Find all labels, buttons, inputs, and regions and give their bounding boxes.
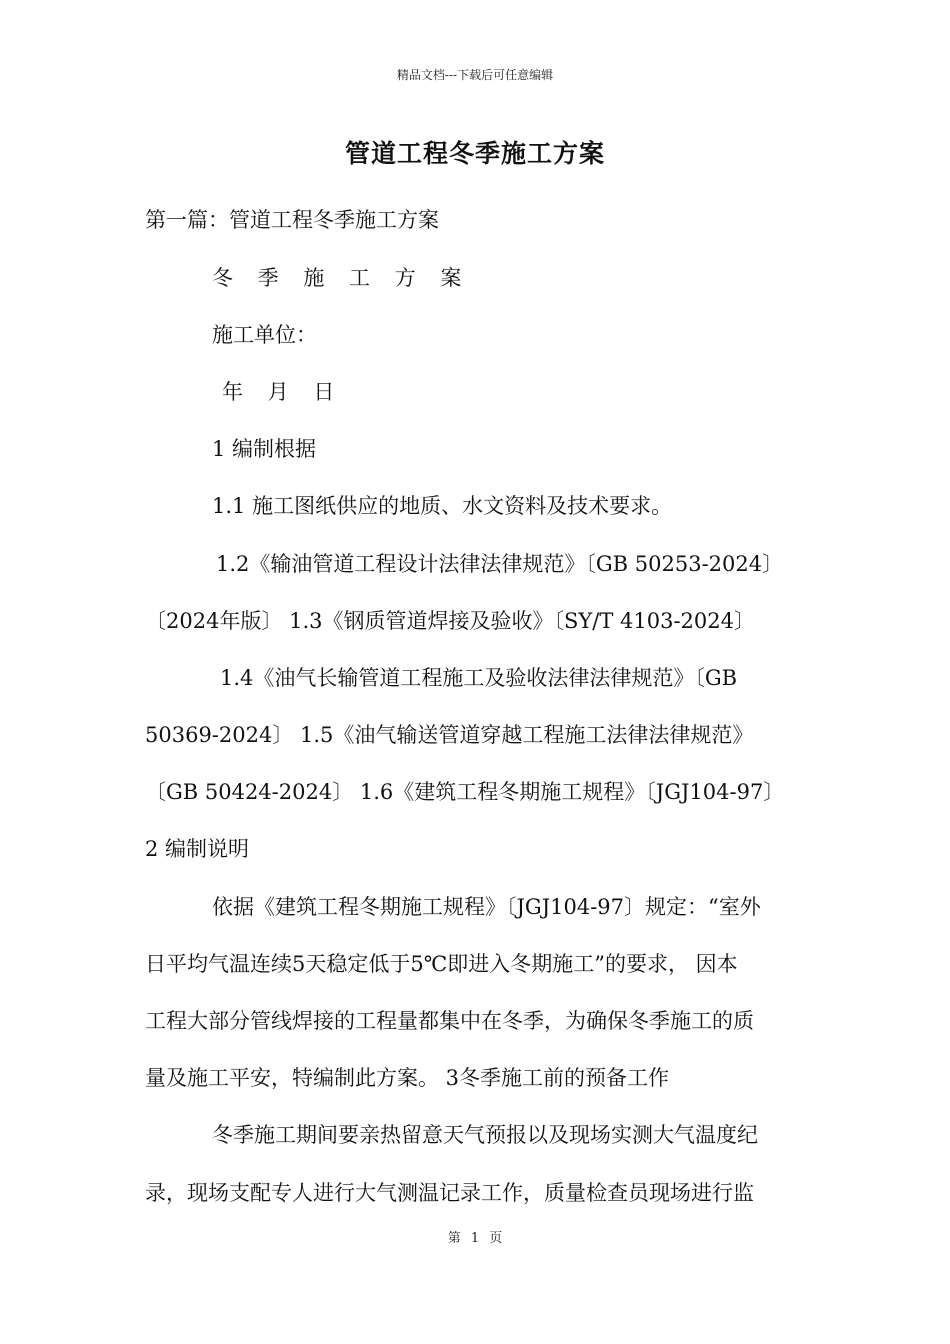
paragraph-line: 1.4《油气长输管道工程施工及验收法律法律规范》〔GB bbox=[220, 666, 738, 690]
page-footer bbox=[0, 1227, 950, 1246]
part-heading: 第一篇：管道工程冬季施工方案 bbox=[145, 208, 439, 232]
paragraph-line: 工程大部分管线焊接的工程量都集中在冬季，为确保冬季施工的质 bbox=[145, 1009, 754, 1033]
paragraph-line: 〔2024年版〕 1.3《钢质管道焊接及验收》〔SY/T 4103-2024〕 bbox=[145, 609, 756, 633]
paragraph-line: 冬季施工期间要亲热留意天气预报以及现场实测大气温度纪 bbox=[212, 1123, 758, 1147]
page-number: 1 bbox=[470, 1231, 480, 1246]
paragraph-line: 录，现场支配专人进行大气测温记录工作，质量检查员现场进行监 bbox=[145, 1181, 754, 1205]
footer-suffix: 页 bbox=[489, 1231, 503, 1246]
date-line: 年 月 日 bbox=[222, 380, 344, 404]
paragraph-line: 1.1 施工图纸供应的地质、水文资料及技术要求。 bbox=[212, 494, 673, 518]
page-header: 精品文档---下载后可任意编辑 bbox=[396, 68, 554, 82]
paragraph-line: 量及施工平安，特编制此方案。 3冬季施工前的预备工作 bbox=[145, 1066, 670, 1090]
paragraph-line: 1.2《输油管道工程设计法律法律规范》〔GB 50253-2024〕 bbox=[216, 552, 784, 576]
paragraph-line: 〔GB 50424-2024〕 1.6《建筑工程冬期施工规程》〔JGJ104-97〕 bbox=[145, 780, 785, 804]
paragraph-line: 依据《建筑工程冬期施工规程》〔JGJ104-97〕规定：“室外 bbox=[212, 895, 761, 919]
footer-prefix: 第 bbox=[447, 1231, 461, 1246]
section-1-heading: 1 编制根据 bbox=[212, 437, 317, 461]
section-2-heading: 2 编制说明 bbox=[145, 837, 250, 861]
section-title-spaced: 冬 季 施 工 方 案 bbox=[212, 266, 471, 290]
document-title: 管道工程冬季施工方案 bbox=[344, 139, 605, 168]
paragraph-line: 日平均气温连续5天稳定低于5℃即进入冬期施工”的要求， 因本 bbox=[145, 952, 738, 976]
construction-unit-label: 施工单位： bbox=[212, 323, 317, 347]
paragraph-line: 50369-2024〕 1.5《油气输送管道穿越工程施工法律法律规范》 bbox=[145, 723, 754, 747]
